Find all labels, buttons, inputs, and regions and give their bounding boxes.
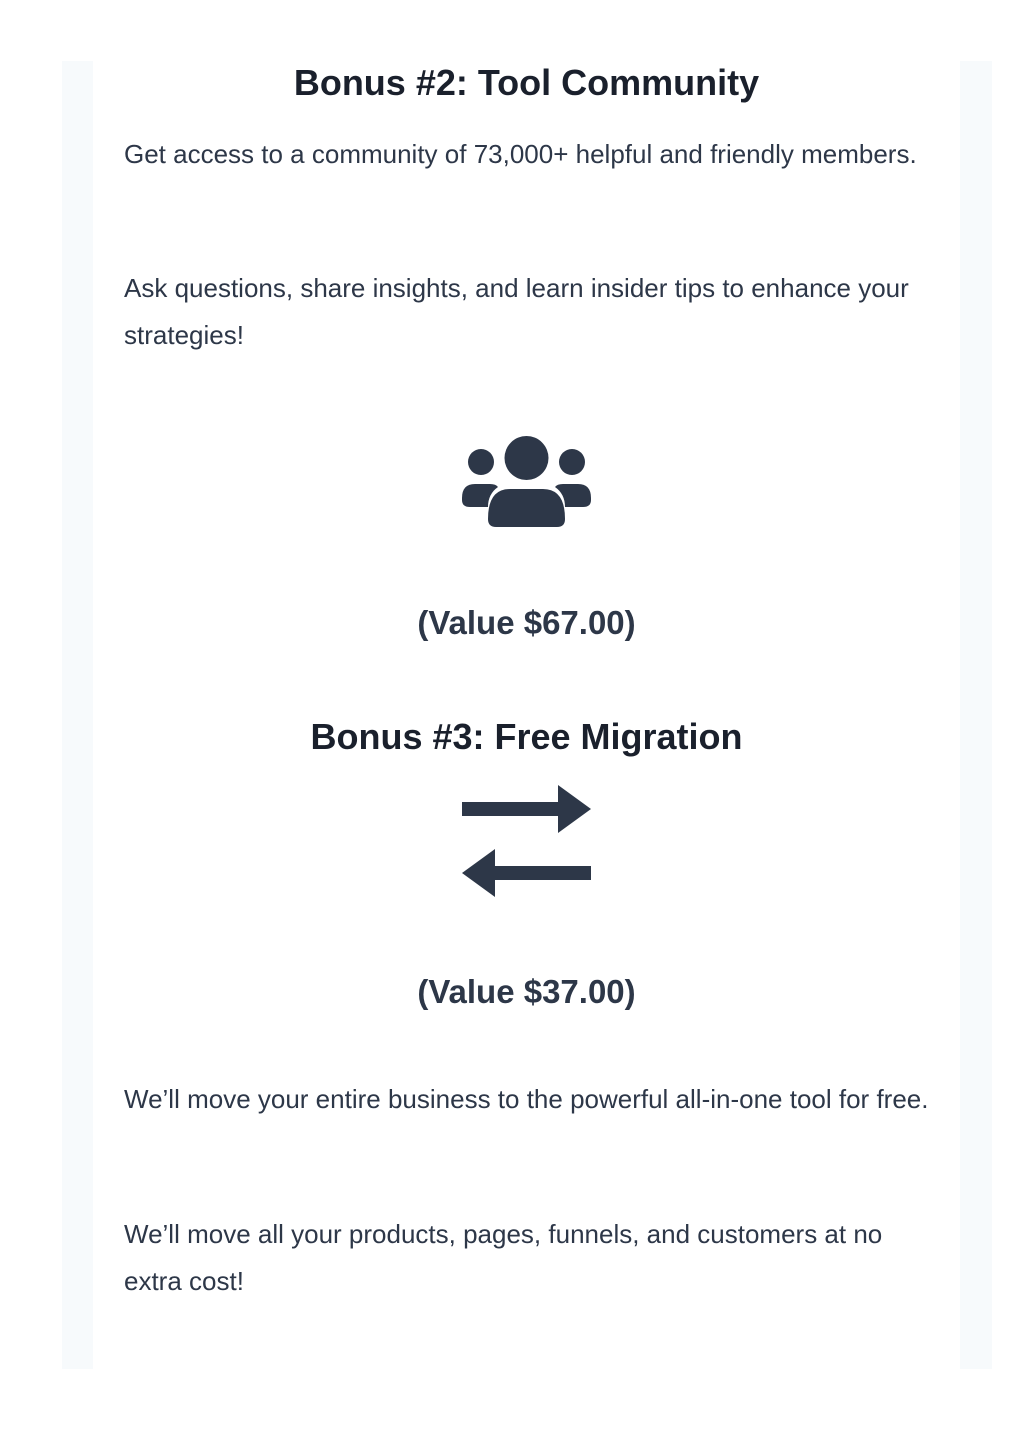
- bonus-2-title: Bonus #2: Tool Community: [293, 62, 760, 103]
- bonus-3-value: (Value $37.00): [417, 973, 636, 1010]
- exchange-arrows-icon: [461, 785, 592, 897]
- bonus-section: [93, 61, 960, 1369]
- users-group-icon: [461, 436, 592, 528]
- bonus-3-details: We’ll move all your products, pages, funnels, and customers at no extra cost!: [124, 1219, 883, 1296]
- bonus-3-title: Bonus #3: Free Migration: [310, 716, 743, 757]
- bonus-2-value: (Value $67.00): [417, 604, 636, 641]
- bonus-2-description: Get access to a community of 73,000+ helpful and friendly members.: [124, 139, 917, 169]
- bonus-3-description: We’ll move your entire business to the powerful all-in-one tool for free.: [124, 1084, 929, 1114]
- bonus-2-details: Ask questions, share insights, and learn insider tips to enhance your strategies!: [124, 273, 909, 350]
